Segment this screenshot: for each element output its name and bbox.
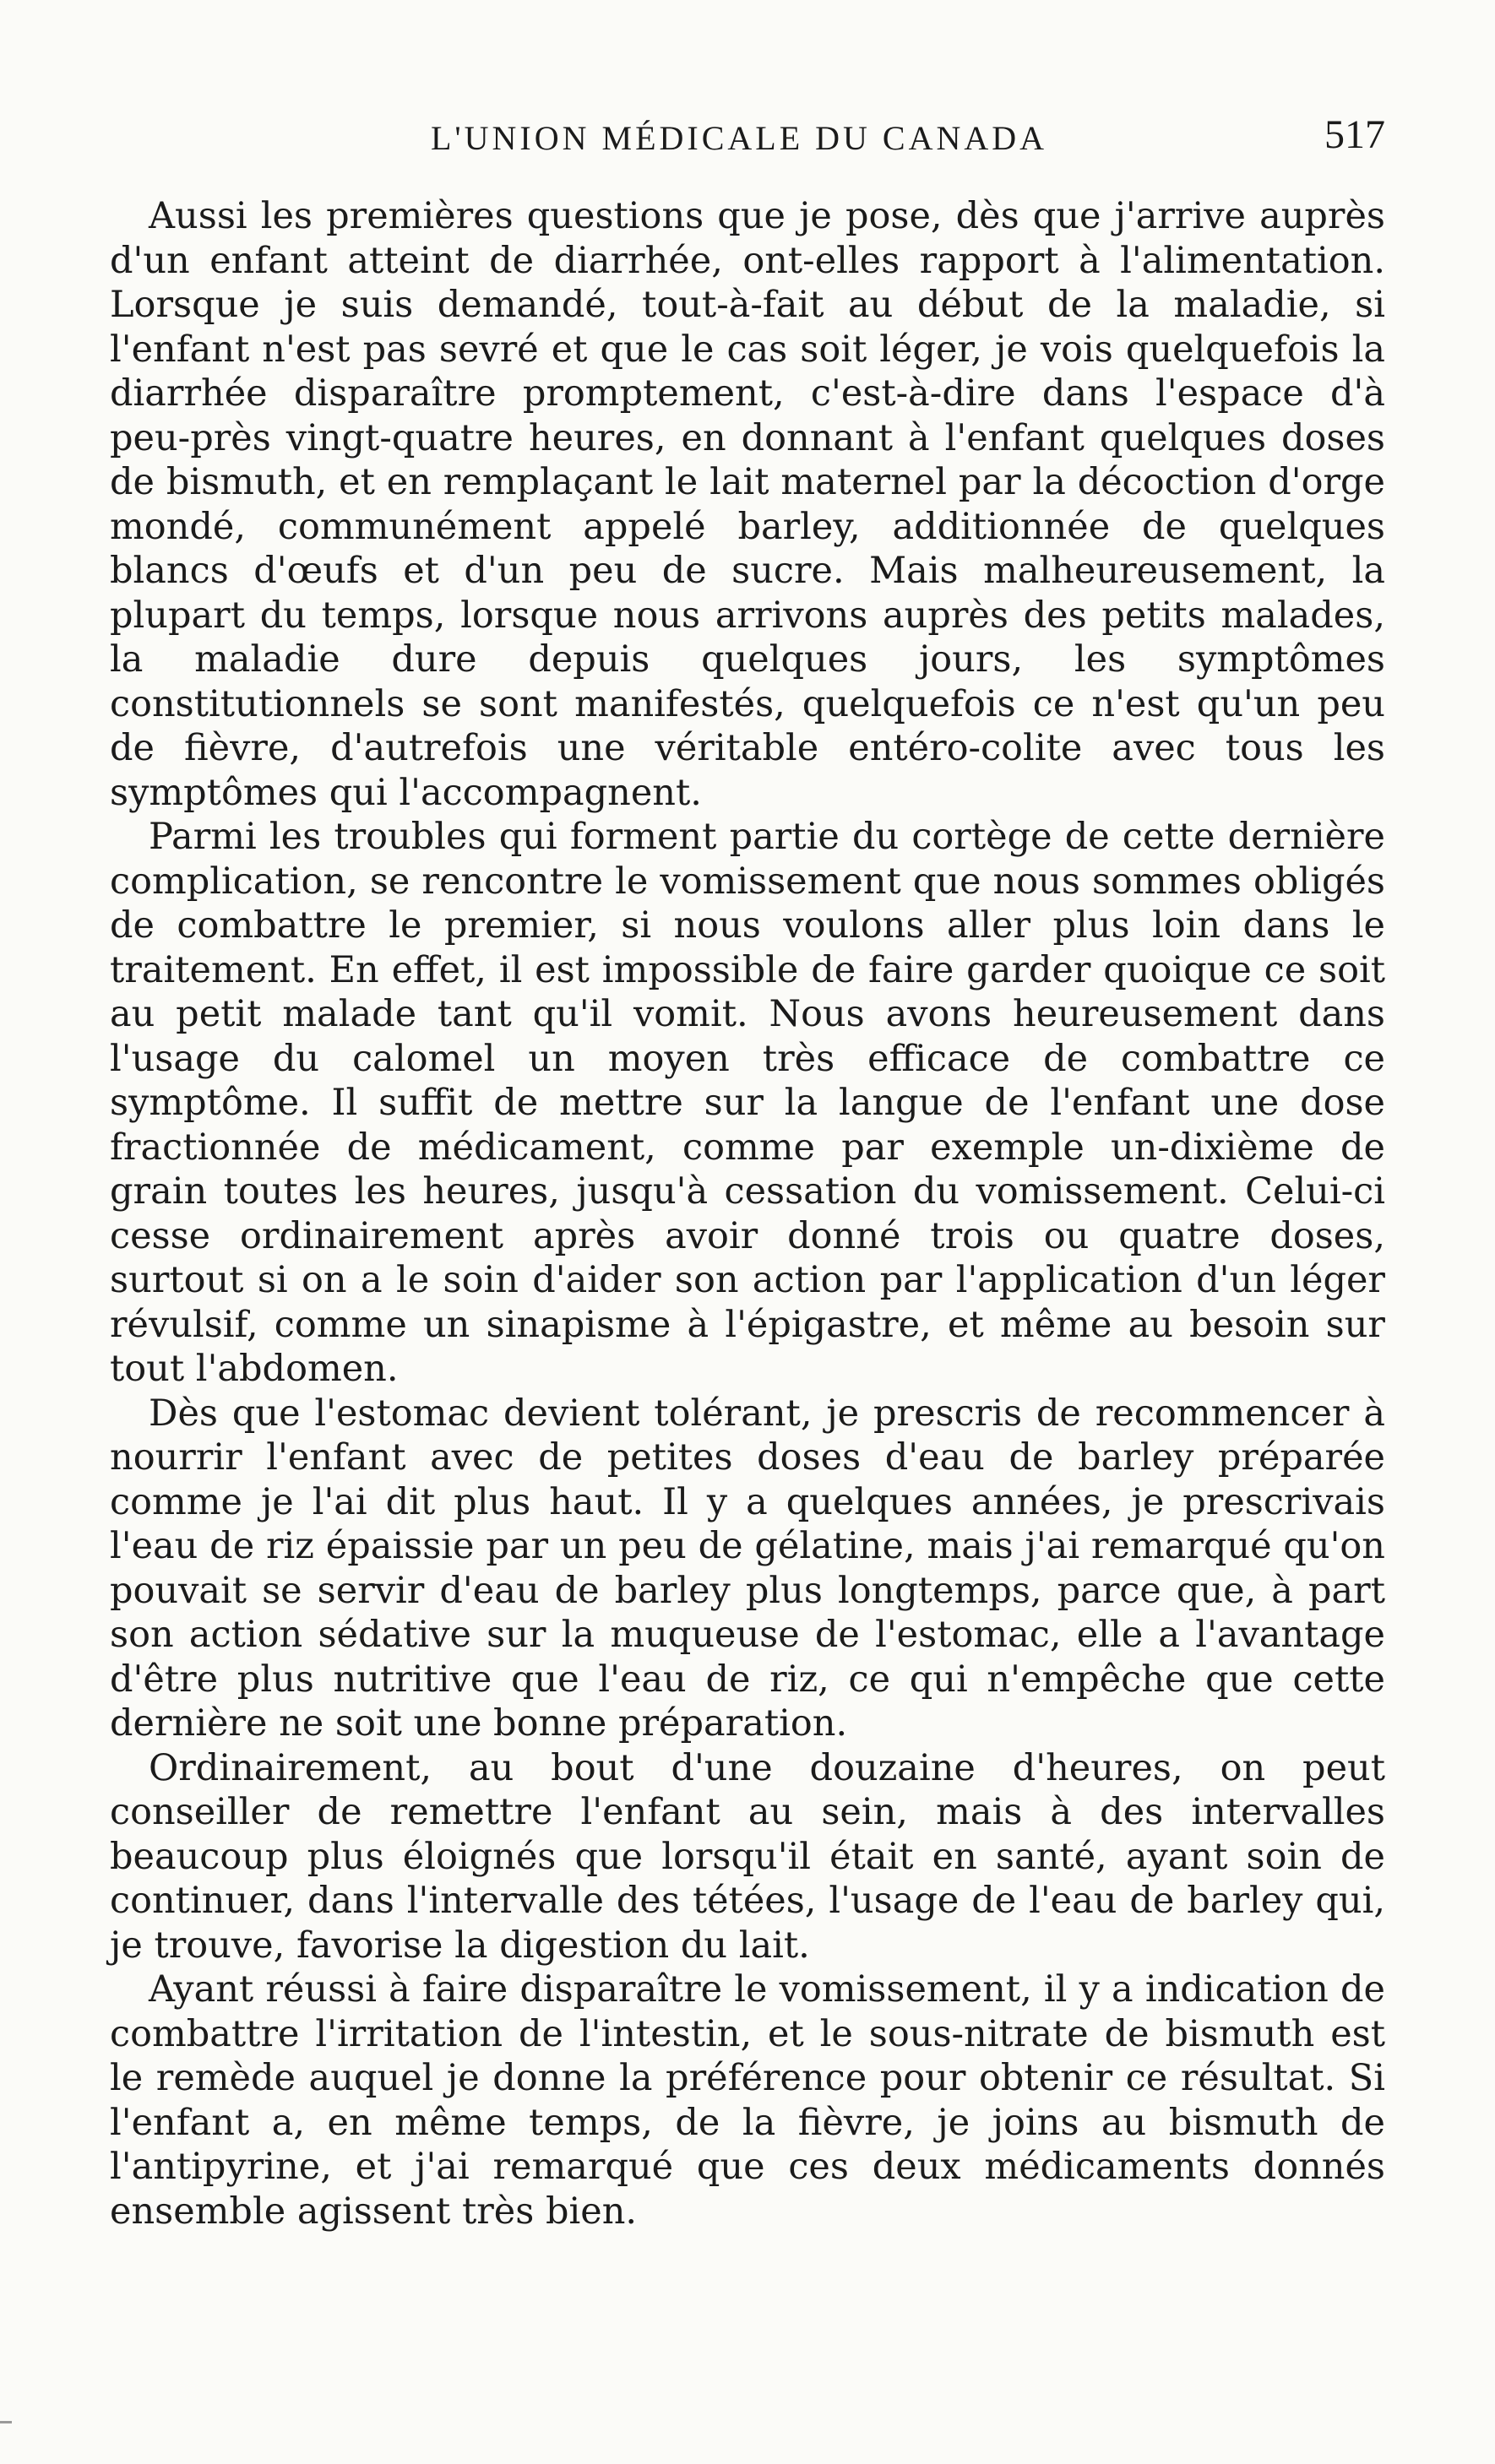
paragraph-4: Ordinairement, au bout d'une douzaine d'heures, on peut conseiller de remettre l'enfant au sein, mais à des intervalles beaucoup plus éloignés que lorsqu'il était en santé, ayant soin de continuer, dans l'intervalle des tétées, l'usage de l'eau de barley qui, je trouve, favorise la digestion du lait. [110,1746,1385,1967]
paragraph-5: Ayant réussi à faire disparaître le vomissement, il y a indication de combattre l'irritation de l'intestin, et le sous-nitrate de bismuth est le remède auquel je donne la préférence pour obtenir ce résultat. Si l'enfant a, en même temps, de la fièvre, je joins au bismuth de l'antipyrine, et j'ai remarqué que ces deux médicaments donnés ensemble agissent très bien. [110,1968,1385,2233]
paragraph-2: Parmi les troubles qui forment partie du cortège de cette dernière complication, se rencontre le vomissement que nous sommes obligés de combattre le premier, si nous voulons aller plus loin dans le traitement. En effet, il est impossible de faire garder quoique ce soit au petit malade tant qu'il vomit. Nous avons heureusement dans l'usage du calomel un moyen très efficace de combattre ce symptôme. Il suffit de mettre sur la langue de l'enfant une dose fractionnée de médicament, comme par exemple un-dixième de grain toutes les heures, jusqu'à cessation du vomissement. Celui-ci cesse ordinairement après avoir donné trois ou quatre doses, surtout si on a le soin d'aider son action par l'application d'un léger révulsif, comme un sinapisme à l'épigastre, et même au besoin sur tout l'abdomen. [110,816,1385,1390]
page-number: 517 [1324,112,1385,157]
paragraph-1: Aussi les premières questions que je pose, dès que j'arrive auprès d'un enfant atteint de diarrhée, ont-elles rapport à l'alimentation. Lorsque je suis demandé, tout-à-fait au début de la maladie, si l'enfant n'est pas sevré et que le cas soit léger, je vois quelquefois la diarrhée disparaître promptement, c'est-à-dire dans l'espace d'à peu-près vingt-quatre heures, en donnant à l'enfant quelques doses de bismuth, et en remplaçant le lait maternel par la décoction d'orge mondé, communément appelé barley, additionnée de quelques blancs d'œufs et d'un peu de sucre. Mais malheureusement, la plupart du temps, lorsque nous arrivons auprès des petits malades, la maladie dure depuis quelques jours, les symptômes constitutionnels se sont manifestés, quelquefois ce n'est qu'un peu de fièvre, d'autrefois une véritable entéro-colite avec tous les symptômes qui l'accompagnent. [110,195,1385,814]
body-text [110,194,1385,2233]
paragraph-3: Dès que l'estomac devient tolérant, je prescris de recommencer à nourrir l'enfant avec de petites doses d'eau de barley préparée comme je l'ai dit plus haut. Il y a quelques années, je prescrivais l'eau de riz épaissie par un peu de gélatine, mais j'ai remarqué qu'on pouvait se servir d'eau de barley plus longtemps, parce que, à part son action sédative sur la muqueuse de l'estomac, elle a l'avantage d'être plus nutritive que l'eau de riz, ce qui n'empêche que cette dernière ne soit une bonne préparation. [110,1392,1385,1745]
running-head: L'UNION MÉDICALE DU CANADA [431,119,1048,157]
page-header [110,112,1385,169]
scan-edge-mark [0,2421,12,2423]
